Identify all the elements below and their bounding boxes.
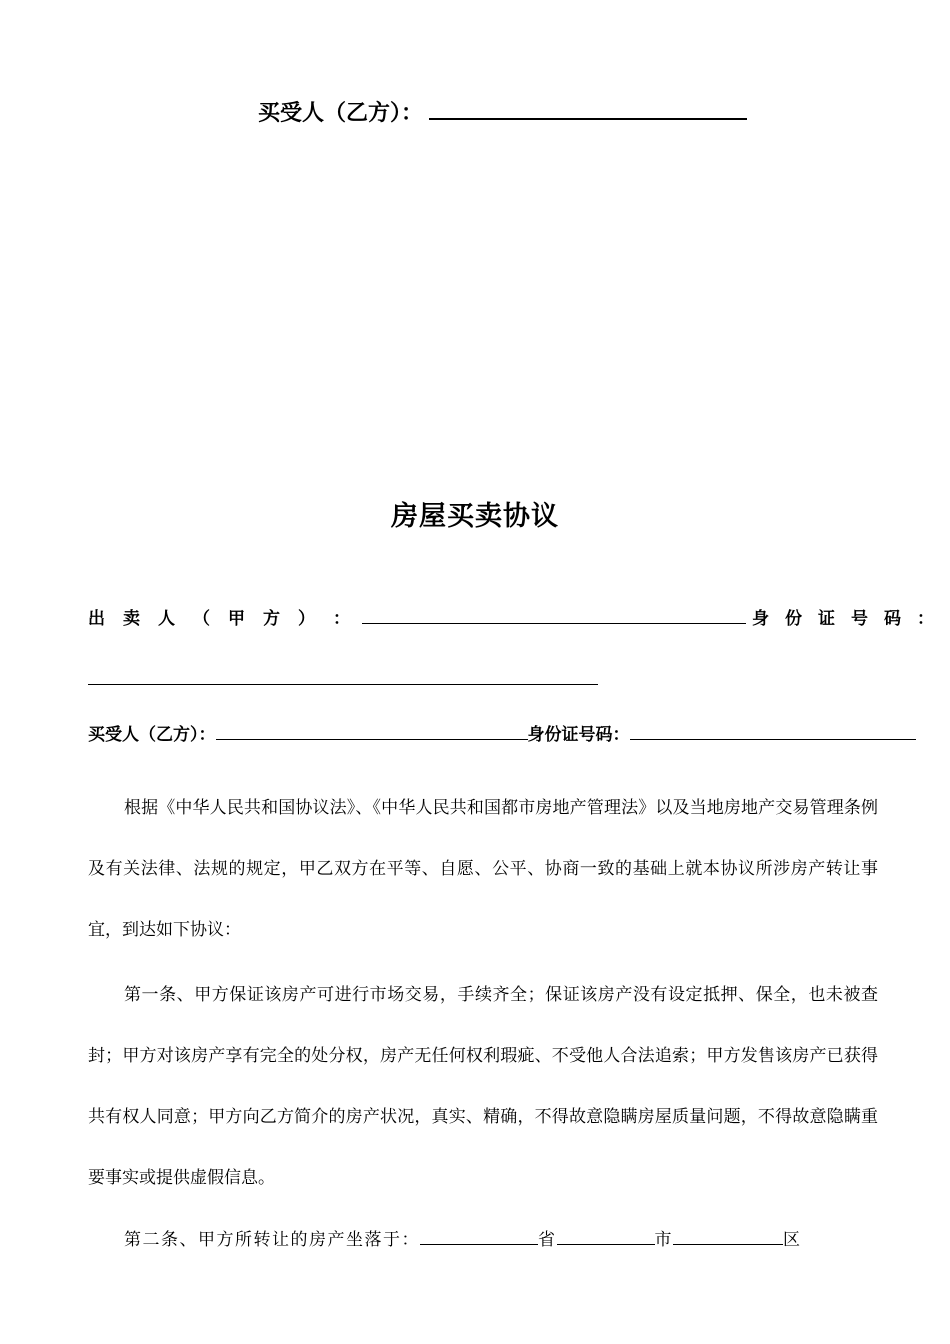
district-blank[interactable] [673,1228,783,1245]
header-buyer-blank[interactable] [429,96,747,120]
article-2-paragraph [88,1210,878,1271]
article-2-prefix: 第二条、甲方所转让的房产坐落于： [124,1230,420,1250]
city-blank[interactable] [557,1228,655,1245]
district-label: 区 [783,1230,802,1250]
article-1-paragraph: 第一条、甲方保证该房产可进行市场交易，手续齐全；保证该房产没有设定抵押、保全，也未被查封；甲方对该房产享有完全的处分权，房产无任何权利瑕疵、不受他人合法追索；甲方发售该房产已获得共有权人同意；甲方向乙方简介的房产状况，真实、精确，不得故意隐瞒房屋质量问题，不得故意隐瞒重要事实或提供虚假信息。 [88,985,878,1188]
preamble-paragraph: 根据《中华人民共和国协议法》、《中华人民共和国都市房地产管理法》以及当地房地产交易管理条例及有关法律、法规的规定，甲乙双方在平等、自愿、公平、协商一致的基础上就本协议所涉房产转让事宜，到达如下协议： [88,798,878,940]
buyer-label: 买受人（乙方）： [88,725,216,745]
seller-id-label: 身份证号码： [752,609,950,629]
document-title: 房屋买卖协议 [391,501,559,532]
header-buyer-label: 买受人（乙方）： [258,100,424,126]
buyer-id-label: 身份证号码： [527,725,630,745]
seller-name-blank[interactable] [362,605,746,624]
province-blank[interactable] [420,1228,538,1245]
buyer-id-blank[interactable] [630,723,916,740]
seller-line [88,604,950,629]
province-label: 省 [538,1230,557,1250]
seller-colon: ： [333,609,350,629]
header-buyer-line [258,96,747,127]
seller-label: 出卖人（甲方） [88,609,333,629]
city-label: 市 [654,1230,673,1250]
buyer-name-blank[interactable] [216,723,528,740]
buyer-line [88,720,916,745]
seller-id-blank[interactable] [88,668,598,685]
